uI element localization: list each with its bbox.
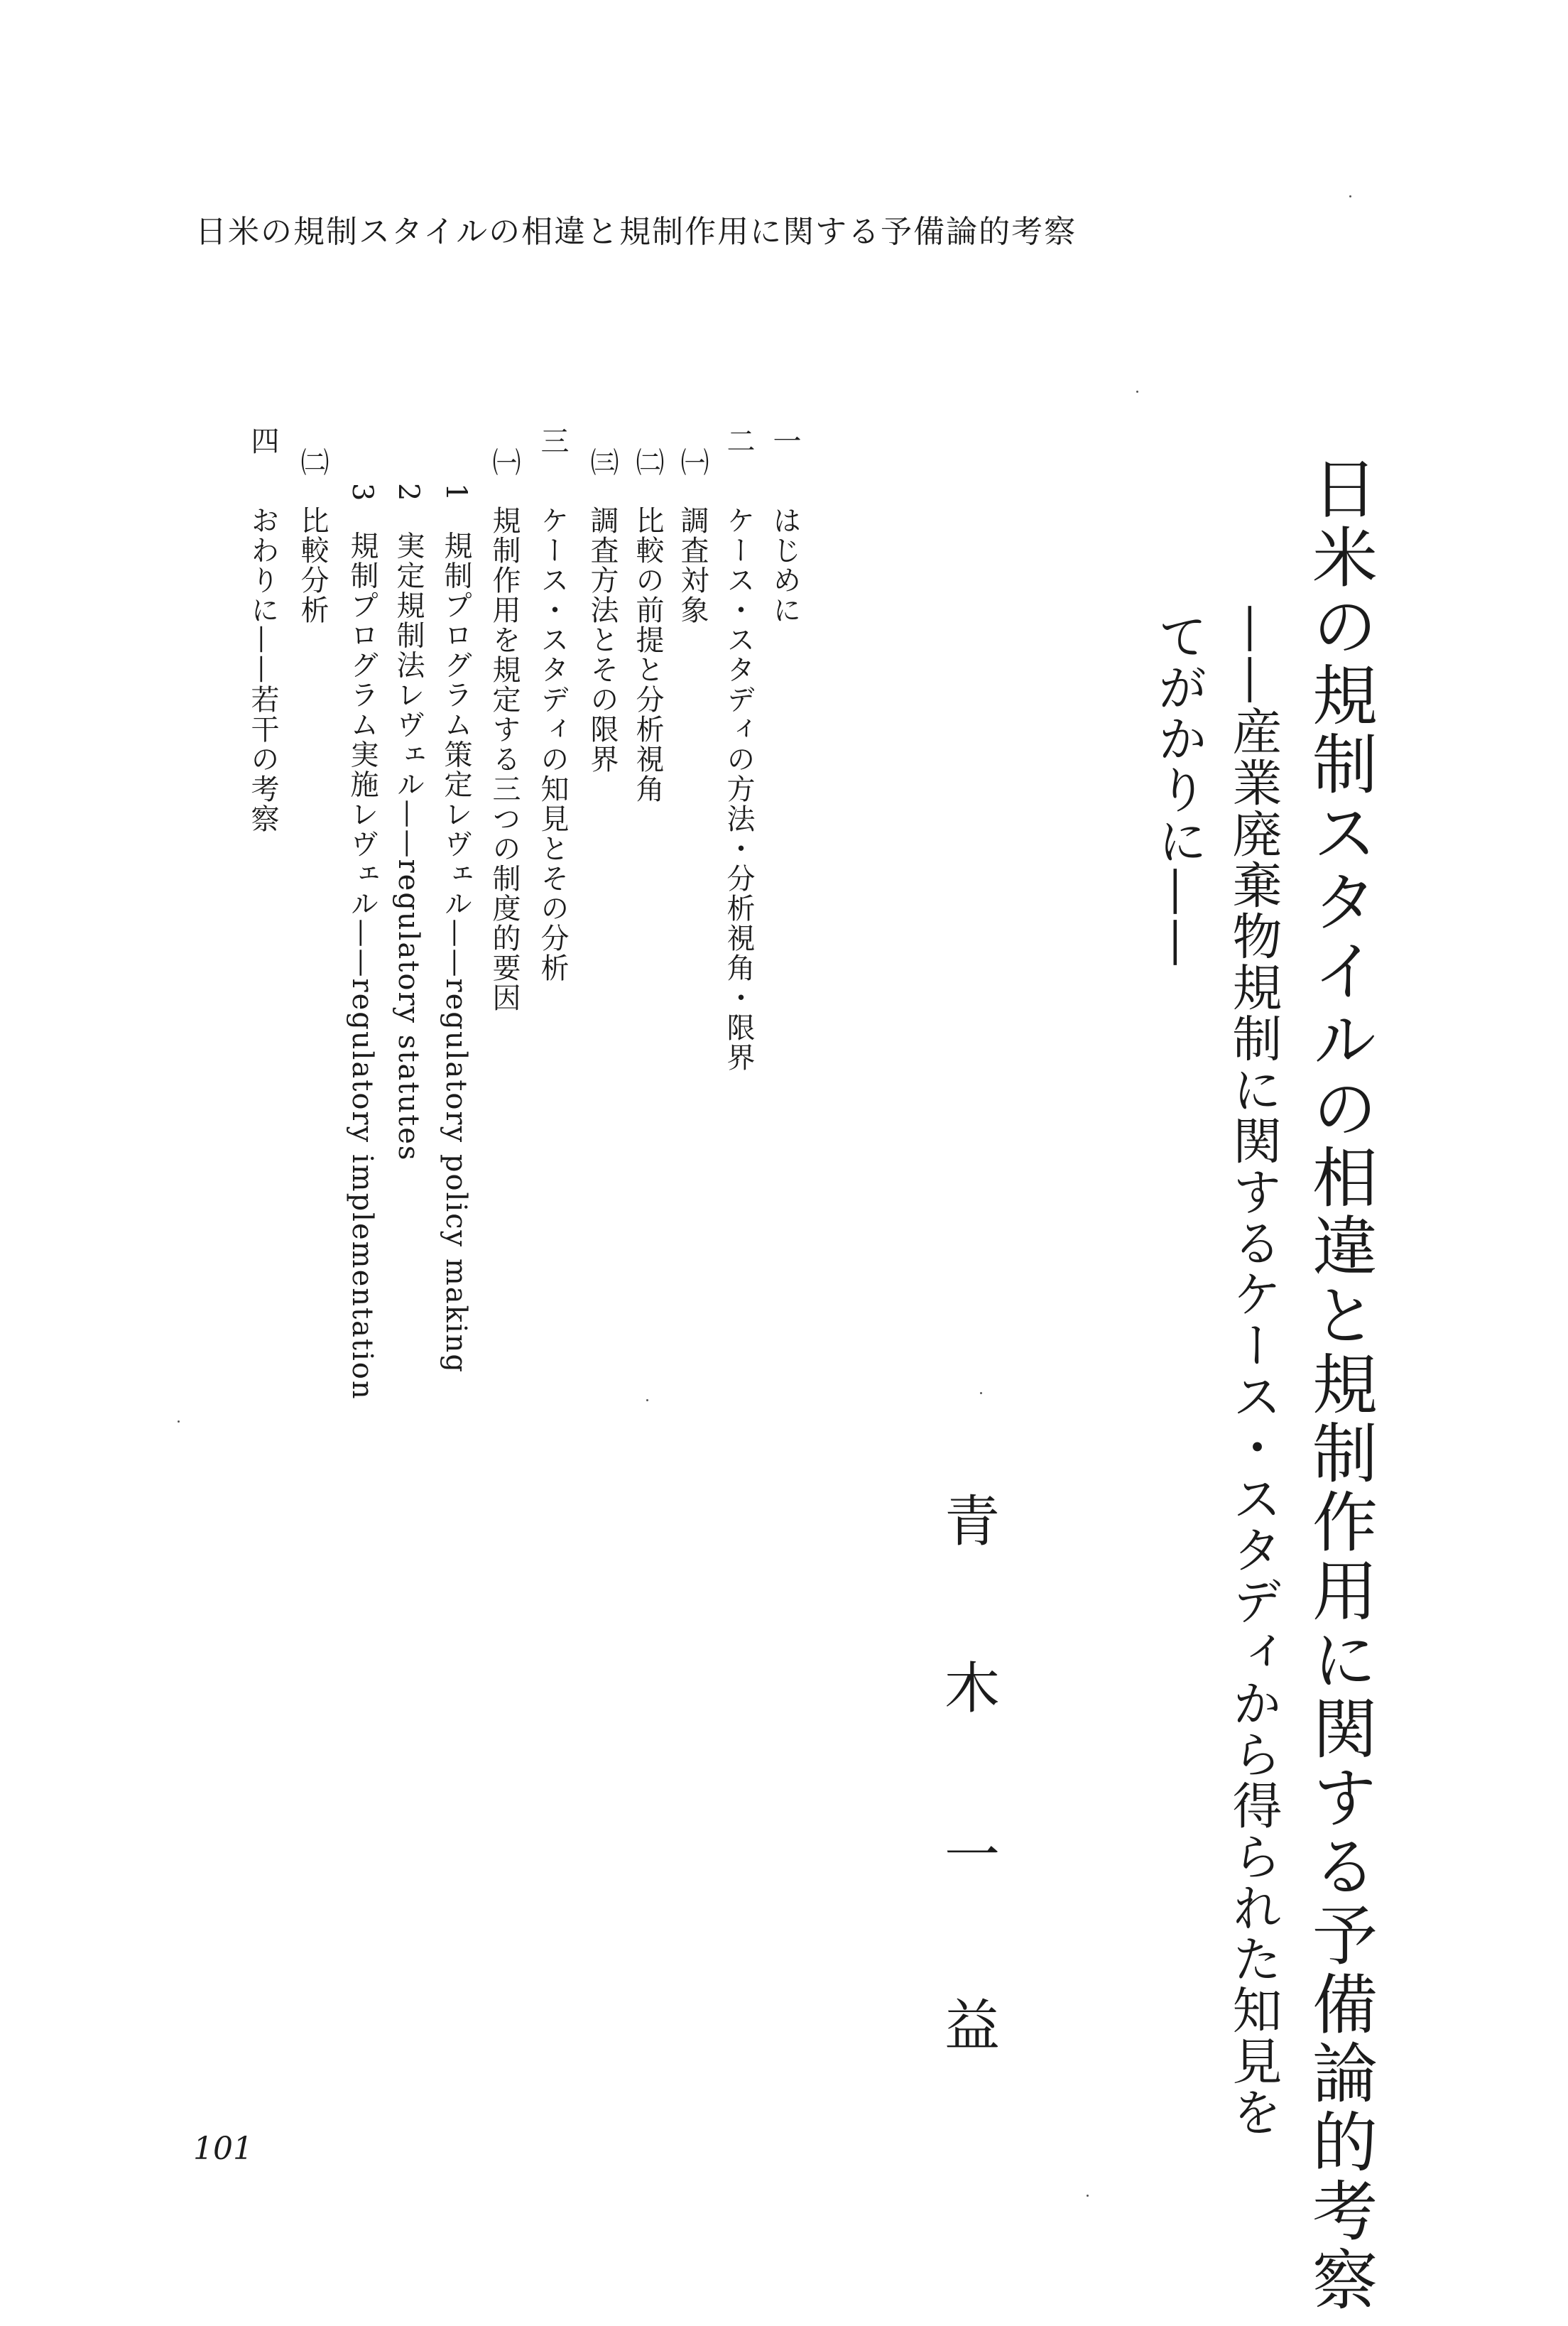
toc-item-number: 四 [246,426,279,456]
author-char: 益 [944,1994,1001,2058]
scan-speck [1349,195,1351,197]
toc-item [488,447,521,1013]
toc-item [724,426,753,1072]
author-char: 一 [944,1824,1001,1888]
toc-item-number: 2 [392,483,425,503]
author-char: 木 [944,1657,1001,1721]
toc-item-number: 1 [440,483,472,503]
toc-item [768,426,801,625]
toc-item-number: ㈡ [631,447,664,477]
article-title: 日米の規制スタイルの相違と規制作用に関する予備論的考察 [1302,455,1378,2315]
toc-item-text: ケース・スタディの知見とその分析 [536,506,569,983]
toc-item [538,426,567,983]
toc-item-number: 一 [768,426,801,456]
toc-item [346,483,379,1401]
author-char: 青 [944,1490,1001,1554]
toc-item-number: ㈠ [676,447,709,477]
toc-item-text: はじめに [768,506,801,625]
scan-speck [646,1399,648,1401]
toc-item [633,447,662,804]
toc-item-number: 二 [722,426,755,456]
toc-item-text: 実定規制法レヴェル——regulatory statutes [392,531,425,1162]
toc-item-text: おわりに——若干の考察 [246,506,279,834]
toc-item-text: 規制プログラム実施レヴェル——regulatory implementation [346,531,379,1401]
toc-item [246,426,279,834]
toc-item-text: 規制プログラム策定レヴェル——regulatory policy making [440,531,472,1374]
page-number: 101 [193,2131,253,2167]
scan-speck [1087,2195,1089,2197]
toc-item-number: 3 [346,483,379,503]
toc-item [394,483,423,1161]
running-head: 日米の規制スタイルの相違と規制作用に関する予備論的考察 [195,214,1077,250]
scan-speck [1136,391,1138,393]
toc-item-number: 三 [536,426,569,456]
toc-item-text: 規制作用を規定する三つの制度的要因 [488,506,521,1013]
article-subtitle-line-1: ——産業廃棄物規制に関するケース・スタディから得られた知見を [1224,604,1283,2138]
scan-speck [980,1392,982,1394]
toc-item-number: ㈡ [296,447,329,477]
toc-item-text: 調査対象 [676,506,709,625]
toc-item [442,483,470,1374]
toc-item [678,447,707,625]
toc-item-text: 調査方法とその限界 [586,506,619,774]
toc-item-text: ケース・スタディの方法・分析視角・限界 [722,506,755,1072]
scan-speck [178,1420,180,1423]
article-subtitle-line-2: てがかりに—— [1150,611,1208,969]
toc-item-text: 比較の前提と分析視角 [631,506,664,804]
toc-item [586,447,619,774]
toc-item-number: ㈢ [586,447,619,477]
toc-item-number: ㈠ [488,447,521,477]
toc-item [298,447,327,625]
toc-item-text: 比較分析 [296,506,329,625]
